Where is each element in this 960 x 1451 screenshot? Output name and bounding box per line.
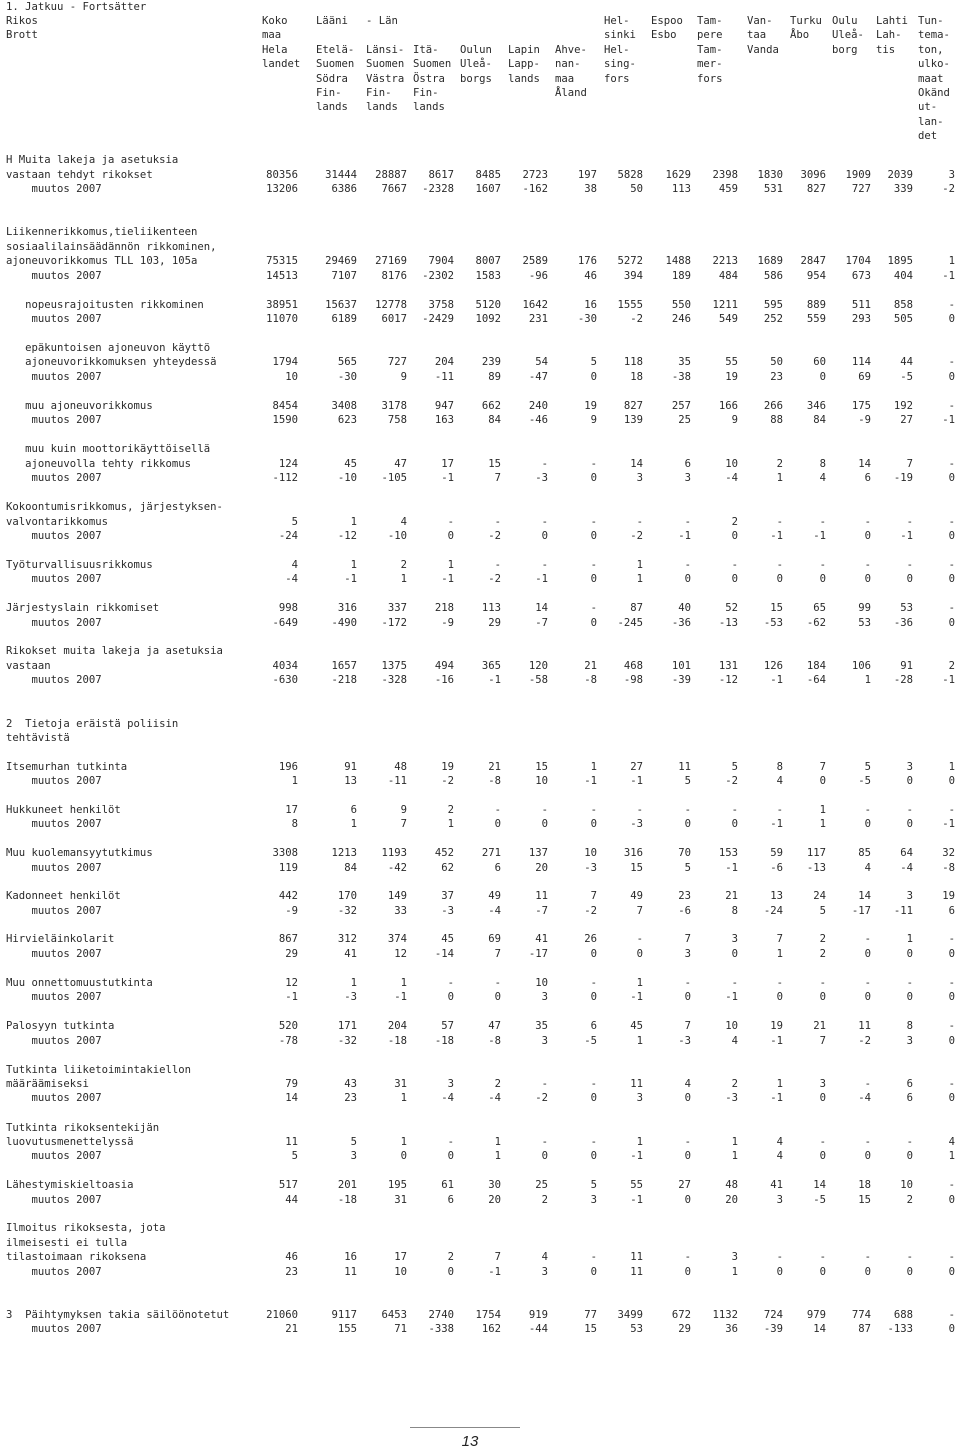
- row-label: muutos 2007: [6, 1150, 102, 1162]
- table-row: Hukkuneet henkilöt 17 6 9 2 - - - - - - - 1 - - -: [6, 804, 955, 816]
- row-label: sosiaalilainsäädännön rikkominen,: [6, 241, 217, 253]
- row-label: muutos 2007: [6, 775, 102, 787]
- column-header: Van- taa Vanda: [747, 15, 779, 56]
- row-label: ajoneuvorikkomus TLL 103, 105a: [6, 255, 198, 267]
- table-row: nopeusrajoitusten rikkominen 38951 15637 12778 3758 5120 1642 16 1555 550 1211 595 889 511 858 -: [6, 299, 955, 311]
- row-label: muutos 2007: [6, 472, 102, 484]
- row-label: muutos 2007: [6, 674, 102, 686]
- table-row: Muu kuolemansyytutkimus 3308 1213 1193 452 271 137 10 316 70 153 59 117 85 64 32: [6, 847, 955, 859]
- table-row: [6, 500, 956, 514]
- row-label: 2 Tietoja eräistä poliisin: [6, 718, 179, 730]
- row-label: 3 Päihtymyksen takia säilöönotetut: [6, 1309, 230, 1321]
- table-row: muutos 2007 -112 -10 -105 -1 7 -3 0 3 3 -4 1 4 6 -19 0: [6, 472, 955, 484]
- row-label: ilmeisesti ei tulla: [6, 1237, 128, 1249]
- row-label: Tutkinta rikoksentekijän: [6, 1122, 160, 1134]
- table-row: muutos 2007 29 41 12 -14 7 -17 0 0 3 0 1 2 0 0 0: [6, 948, 955, 960]
- column-header: Oulu Uleå- borg: [832, 15, 864, 56]
- row-label: muutos 2007: [6, 313, 102, 325]
- row-label: muutos 2007: [6, 905, 102, 917]
- row-label: määräämiseksi: [6, 1078, 89, 1090]
- page-title: 1. Jatkuu - Fortsätter: [6, 1, 147, 13]
- row-label-header: Rikos Brott: [6, 15, 38, 42]
- row-label: Muu onnettomuustutkinta: [6, 977, 153, 989]
- table-row: muutos 2007 -630 -218 -328 -16 -1 -58 -8 -98 -39 -12 -1 -64 1 -28 -1: [6, 674, 955, 686]
- table-row: vastaan tehdyt rikokset 80356 31444 28887 8617 8485 2723 197 5828 1629 2398 1830 3096 1909 2039 3: [6, 169, 955, 181]
- table-row: muutos 2007 8 1 7 1 0 0 0 -3 0 0 -1 1 0 0 -1: [6, 818, 955, 830]
- row-label: muutos 2007: [6, 991, 102, 1003]
- row-label: Hukkuneet henkilöt: [6, 804, 121, 816]
- table-row: muutos 2007 23 11 10 0 -1 3 0 11 0 1 0 0 0 0 0: [6, 1266, 955, 1278]
- row-label: muutos 2007: [6, 1092, 102, 1104]
- table-row: muutos 2007 -649 -490 -172 -9 29 -7 0 -245 -36 -13 -53 -62 53 -36 0: [6, 617, 955, 629]
- column-header: Hel- sinki Hel- sing- fors: [604, 15, 636, 85]
- table-row: valvontarikkomus 5 1 4 - - - - - - 2 - - - - -: [6, 516, 955, 528]
- table-row: muutos 2007 -1 -3 -1 0 0 3 0 -1 0 -1 0 0 0 0 0: [6, 991, 955, 1003]
- table-row: [6, 225, 956, 239]
- table-row: muutos 2007 1 13 -11 -2 -8 10 -1 -1 5 -2 4 0 -5 0 0: [6, 775, 955, 787]
- row-label: vastaan tehdyt rikokset: [6, 169, 153, 181]
- column-header: Espoo Esbo: [651, 15, 683, 42]
- table-row: [6, 644, 956, 658]
- table-row: Palosyyn tutkinta 520 171 204 57 47 35 6 45 7 10 19 21 11 8 -: [6, 1020, 955, 1032]
- row-label: Työturvallisuusrikkomus: [6, 559, 153, 571]
- row-label: muutos 2007: [6, 1266, 102, 1278]
- table-row: vastaan 4034 1657 1375 494 365 120 21 468 101 131 126 184 106 91 2: [6, 660, 955, 672]
- row-label: Kokoontumisrikkomus, järjestyksen-: [6, 501, 223, 513]
- table-row: Itsemurhan tutkinta 196 91 48 19 21 15 1 27 11 5 8 7 5 3 1: [6, 761, 955, 773]
- table-row: [6, 731, 956, 745]
- row-label: Järjestyslain rikkomiset: [6, 602, 160, 614]
- table-row: [6, 240, 956, 254]
- row-label: ajoneuvolla tehty rikkomus: [6, 458, 191, 470]
- row-label: Hirvieläinkolarit: [6, 933, 115, 945]
- table-row: muu ajoneuvorikkomus 8454 3408 3178 947 662 240 19 827 257 166 266 346 175 192 -: [6, 400, 955, 412]
- table-row: muutos 2007 11070 6189 6017 -2429 1092 231 -30 -2 246 549 252 559 293 505 0: [6, 313, 955, 325]
- row-label: Tutkinta liiketoimintakiellon: [6, 1064, 191, 1076]
- column-header: Itä- Suomen Östra Fin- lands: [413, 43, 452, 114]
- table-row: Hirvieläinkolarit 867 312 374 45 69 41 26 - 7 3 7 2 - 1 -: [6, 933, 955, 945]
- row-label: Muu kuolemansyytutkimus: [6, 847, 153, 859]
- row-label: muutos 2007: [6, 862, 102, 874]
- row-label: muutos 2007: [6, 183, 102, 195]
- row-label: nopeusrajoitusten rikkominen: [6, 299, 204, 311]
- table-row: Muu onnettomuustutkinta 12 1 1 - - 10 - 1 - - - - - - -: [6, 977, 955, 989]
- row-label: muutos 2007: [6, 530, 102, 542]
- table-row: ajoneuvorikkomus TLL 103, 105a 75315 29469 27169 7904 8007 2589 176 5272 1488 2213 1689 2847 1704 1895 1: [6, 255, 955, 267]
- row-label: muutos 2007: [6, 818, 102, 830]
- table-row: [6, 1063, 956, 1077]
- table-row: [6, 341, 956, 355]
- column-header: Tam- pere Tam- mer- fors: [697, 15, 723, 85]
- column-header: Koko maa Hela landet: [262, 15, 301, 71]
- table-row: muutos 2007 -4 -1 1 -1 -2 -1 0 1 0 0 0 0 0 0 0: [6, 573, 955, 585]
- table-row: ajoneuvolla tehty rikkomus 124 45 47 17 15 - - 14 6 10 2 8 14 7 -: [6, 458, 955, 470]
- row-label: muutos 2007: [6, 371, 102, 383]
- table-row: muutos 2007 -78 -32 -18 -18 -8 3 -5 1 -3 4 -1 7 -2 3 0: [6, 1035, 955, 1047]
- row-label: muutos 2007: [6, 573, 102, 585]
- row-label: muutos 2007: [6, 948, 102, 960]
- row-label: muutos 2007: [6, 617, 102, 629]
- table-row: [6, 442, 956, 456]
- table-row: muutos 2007 1590 623 758 163 84 -46 9 139 25 9 88 84 -9 27 -1: [6, 414, 955, 426]
- row-label: vastaan: [6, 660, 51, 672]
- column-header: Lahti Lah- tis: [876, 15, 908, 56]
- column-header: Lapin Lapp- lands: [508, 43, 540, 85]
- footer-divider: [410, 1427, 520, 1428]
- row-label: luovutusmenettelyssä: [6, 1136, 134, 1148]
- table-row: muutos 2007 119 84 -42 62 6 20 -3 15 5 -1 -6 -13 4 -4 -8: [6, 862, 955, 874]
- table-row: muutos 2007 44 -18 31 6 20 2 3 -1 0 20 3 -5 15 2 0: [6, 1194, 955, 1206]
- row-label: muutos 2007: [6, 1323, 102, 1335]
- row-label: Lähestymiskieltoasia: [6, 1179, 134, 1191]
- row-label: H Muita lakeja ja asetuksia: [6, 154, 179, 166]
- page-number: 13: [461, 1433, 479, 1450]
- table-row: [6, 153, 956, 167]
- table-row: muutos 2007 5 3 0 0 1 0 0 -1 0 1 4 0 0 0 1: [6, 1150, 955, 1162]
- row-label: muu ajoneuvorikkomus: [6, 400, 153, 412]
- table-row: muutos 2007 14 23 1 -4 -4 -2 0 3 0 -3 -1 0 -4 6 0: [6, 1092, 955, 1104]
- table-row: muutos 2007 -9 -32 33 -3 -4 -7 -2 7 -6 8 -24 5 -17 -11 6: [6, 905, 955, 917]
- row-label: Ilmoitus rikoksesta, jota: [6, 1222, 166, 1234]
- row-label: muu kuin moottorikäyttöisellä: [6, 443, 211, 455]
- row-label: ajoneuvorikkomuksen yhteydessä: [6, 356, 217, 368]
- row-label: tehtävistä: [6, 732, 70, 744]
- table-row: muutos 2007 14513 7107 8176 -2302 1583 -96 46 394 189 484 586 954 673 404 -1: [6, 270, 955, 282]
- table-row: tilastoimaan rikoksena 46 16 17 2 7 4 - 11 - 3 - - - - -: [6, 1251, 955, 1263]
- column-header: Oulun Uleå- borgs: [460, 43, 492, 85]
- row-label: Liikennerikkomus,tieliikenteen: [6, 226, 198, 238]
- row-label: muutos 2007: [6, 1194, 102, 1206]
- table-row: Järjestyslain rikkomiset 998 316 337 218 113 14 - 87 40 52 15 65 99 53 -: [6, 602, 955, 614]
- table-row: [6, 1236, 956, 1250]
- row-label: muutos 2007: [6, 270, 102, 282]
- table-row: [6, 1221, 956, 1235]
- row-label: Palosyyn tutkinta: [6, 1020, 115, 1032]
- row-label: Rikokset muita lakeja ja asetuksia: [6, 645, 223, 657]
- table-row: Lähestymiskieltoasia 517 201 195 61 30 25 5 55 27 48 41 14 18 10 -: [6, 1179, 955, 1191]
- row-label: epäkuntoisen ajoneuvon käyttö: [6, 342, 211, 354]
- table-row: muutos 2007 21 155 71 -338 162 -44 15 53 29 36 -39 14 87 -133 0: [6, 1323, 955, 1335]
- row-label: muutos 2007: [6, 1035, 102, 1047]
- row-label: Itsemurhan tutkinta: [6, 761, 128, 773]
- column-header: Tun- tema- ton, ulko- maat Okänd ut- lan- det: [918, 15, 950, 143]
- table-row: 3 Päihtymyksen takia säilöönotetut 21060 9117 6453 2740 1754 919 77 3499 672 1132 724 979 774 688 -: [6, 1309, 955, 1321]
- table-row: Työturvallisuusrikkomus 4 1 2 1 - - - 1 - - - - - - -: [6, 559, 955, 571]
- column-header: Lääni Etelä- Suomen Södra Fin- lands: [316, 15, 355, 114]
- table-row: Kadonneet henkilöt 442 170 149 37 49 11 7 49 23 21 13 24 14 3 19: [6, 890, 955, 902]
- table-row: ajoneuvorikkomuksen yhteydessä 1794 565 727 204 239 54 5 118 35 55 50 60 114 44 -: [6, 356, 955, 368]
- table-row: muutos 2007 13206 6386 7667 -2328 1607 -162 38 50 113 459 531 827 727 339 -2: [6, 183, 955, 195]
- column-header: Ahve- nan- maa Åland: [555, 43, 587, 100]
- row-label: tilastoimaan rikoksena: [6, 1251, 147, 1263]
- table-row: [6, 717, 956, 731]
- column-header: Turku Åbo: [790, 15, 822, 42]
- row-label: valvontarikkomus: [6, 516, 109, 528]
- row-label: muutos 2007: [6, 414, 102, 426]
- column-header: - Län Länsi- Suomen Västra Fin- lands: [366, 15, 405, 114]
- table-row: määräämiseksi 79 43 31 3 2 - - 11 4 2 1 3 - 6 -: [6, 1078, 955, 1090]
- table-row: muutos 2007 -24 -12 -10 0 -2 0 0 -2 -1 0 -1 -1 0 -1 0: [6, 530, 955, 542]
- table-row: luovutusmenettelyssä 11 5 1 - 1 - - 1 - 1 4 - - - 4: [6, 1136, 955, 1148]
- row-label: Kadonneet henkilöt: [6, 890, 121, 902]
- table-row: [6, 1121, 956, 1135]
- table-row: muutos 2007 10 -30 9 -11 89 -47 0 18 -38 19 23 0 69 -5 0: [6, 371, 955, 383]
